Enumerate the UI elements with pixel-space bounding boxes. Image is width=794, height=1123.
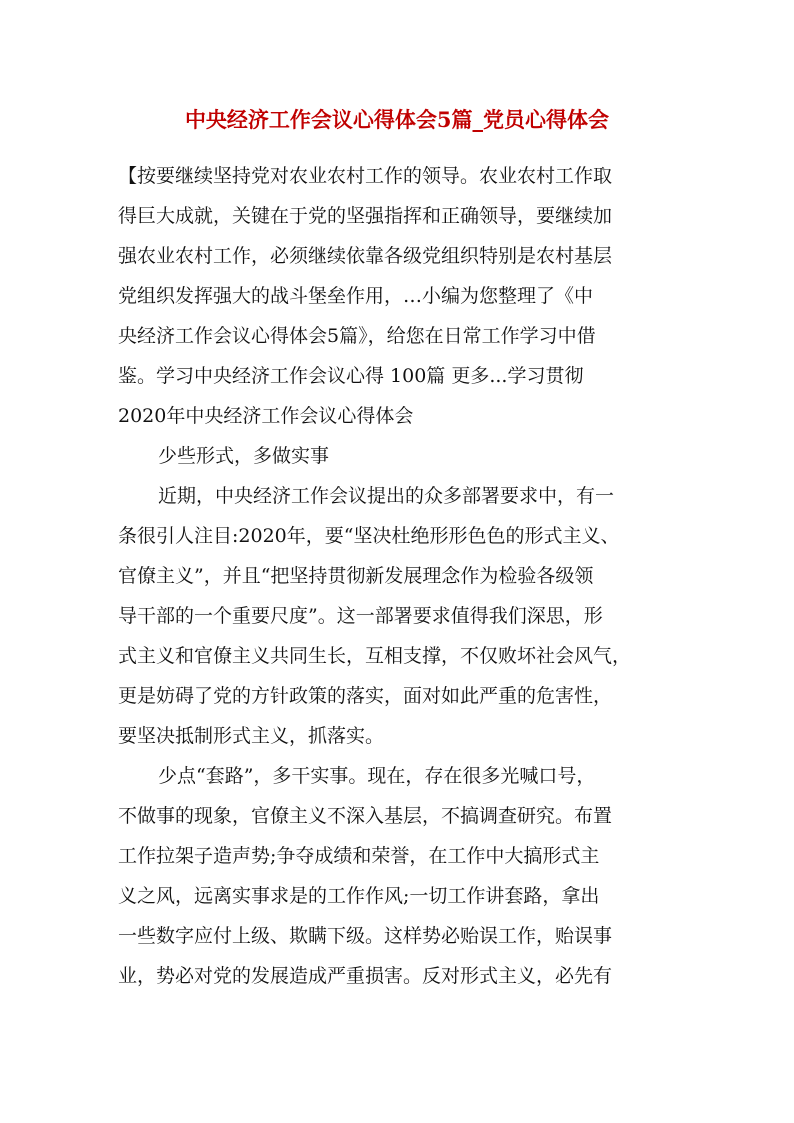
text-line: 义之风，远离实事求是的工作作风;一切工作讲套路，拿出: [118, 885, 600, 907]
text-line: 业，势必对党的发展造成严重损害。反对形式主义，必先有: [118, 965, 613, 987]
text-line: 央经济工作会议心得体会5篇》，给您在日常工作学习中借: [118, 325, 596, 347]
text-line: 【按要继续坚持党对农业农村工作的领导。农业农村工作取: [118, 165, 613, 187]
text-line: 要坚决抵制形式主义，抓落实。: [118, 725, 385, 747]
text-line: 条很引人注目:2020年，要“坚决杜绝形形色色的形式主义、: [118, 525, 620, 547]
text-line: 官僚主义”，并且“把坚持贯彻新发展理念作为检验各级领: [118, 565, 594, 587]
text-line: 近期，中央经济工作会议提出的众多部署要求中，有一: [158, 485, 615, 507]
text-line: 鉴。学习中央经济工作会议心得 100篇 更多...学习贯彻: [118, 365, 584, 387]
text-line: 2020年中央经济工作会议心得体会: [118, 405, 414, 427]
text-line: 党组织发挥强大的战斗堡垒作用，…小编为您整理了《中: [118, 285, 594, 307]
document-body: [118, 156, 676, 996]
section-heading: 少些形式，多做实事: [158, 445, 330, 467]
text-line: 导干部的一个重要尺度”。这一部署要求值得我们深思，形: [118, 605, 603, 627]
text-line: 强农业农村工作，必须继续依靠各级党组织特别是农村基层: [118, 245, 613, 267]
document-title: 中央经济工作会议心得体会5篇_党员心得体会: [184, 107, 610, 132]
text-line: 一些数字应付上级、欺瞒下级。这样势必贻误工作，贻误事: [118, 925, 613, 947]
text-line: 式主义和官僚主义共同生长，互相支撑，不仅败坏社会风气，: [118, 645, 632, 667]
text-line: 得巨大成就，关键在于党的坚强指挥和正确领导，要继续加: [118, 205, 613, 227]
text-line: 少点“套路”，多干实事。现在，存在很多光喊口号，: [158, 765, 596, 787]
text-line: 工作拉架子造声势;争夺成绩和荣誉，在工作中大搞形式主: [118, 845, 600, 867]
text-line: 更是妨碍了党的方针政策的落实，面对如此严重的危害性，: [118, 685, 613, 707]
text-line: 不做事的现象，官僚主义不深入基层，不搞调查研究。布置: [118, 805, 613, 827]
